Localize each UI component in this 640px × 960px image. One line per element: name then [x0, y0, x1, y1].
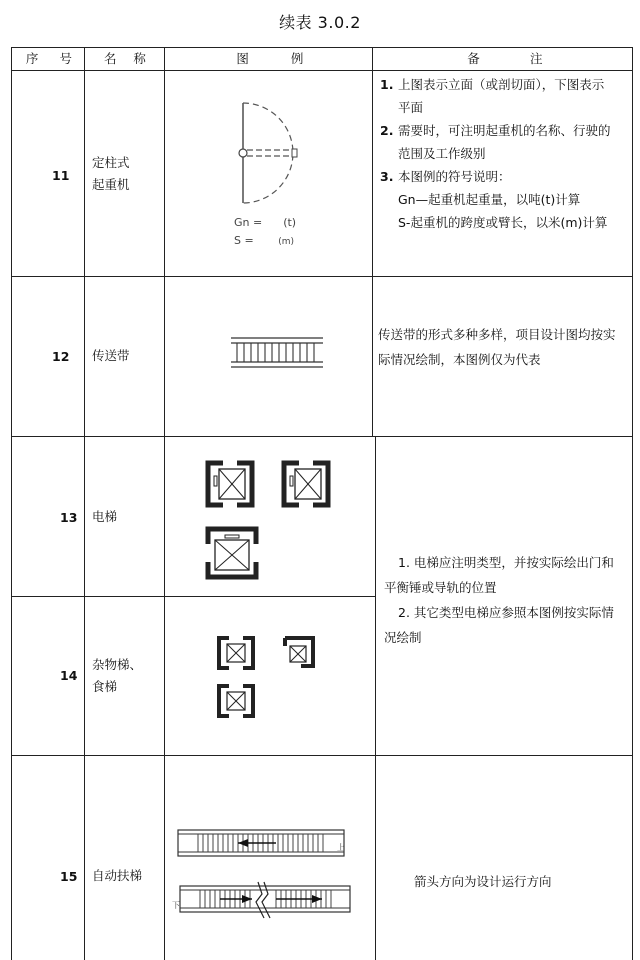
- row-number: 11: [52, 168, 70, 183]
- post-crane-symbol: [228, 98, 308, 208]
- table-title: 续表 3.0.2: [279, 13, 361, 32]
- row-number: 13: [60, 510, 78, 525]
- conveyor-belt-symbol: [231, 336, 323, 370]
- escalator-down-label: 下: [172, 901, 180, 910]
- header-notes: 备 注: [467, 51, 543, 66]
- row-name: 电梯: [92, 509, 118, 524]
- header-name: 名 称: [103, 51, 147, 66]
- escalator-notes: 箭头方向为设计运行方向: [414, 874, 552, 889]
- dumbwaiter-symbol: [217, 684, 255, 718]
- elevator-symbol: [205, 526, 259, 580]
- escalator-up-label: 上: [337, 843, 345, 852]
- row-name: 定柱式 起重机: [92, 155, 130, 192]
- elevator-notes: 1. 电梯应注明类型，并按实际绘出门和 平衡锤或导轨的位置 2. 其它类型电梯应参照本图例按实际情 况绘制: [384, 555, 614, 645]
- crane-formula: Gn = (t) S = (m): [234, 216, 297, 247]
- dumbwaiter-symbol: [283, 636, 315, 668]
- row-name: 传送带: [92, 348, 130, 363]
- crane-notes: 1. 上图表示立面（或剖切面），下图表示 平面 2. 需要时，可注明起重机的名称、行驶的 范围及工作级别 3. 本图例的符号说明： Gn—起重机起重量，以吨(t)计算 S-起重机的跨度或臂长，以米(m)计算: [380, 77, 611, 230]
- conveyor-notes: 传送带的形式多种多样，项目设计图均按实 际情况绘制，本图例仅为代表: [378, 327, 616, 367]
- header-no: 序 号: [25, 51, 73, 66]
- escalator-symbol: [176, 826, 356, 860]
- header-legend: 图 例: [236, 51, 304, 66]
- elevator-symbol: [281, 460, 331, 508]
- row-name: 自动扶梯: [92, 868, 143, 883]
- row-number: 14: [60, 668, 78, 683]
- escalator-symbol: [172, 880, 356, 920]
- row-name: 杂物梯、 食梯: [92, 657, 143, 694]
- row-number: 15: [60, 869, 78, 884]
- dumbwaiter-symbol: [217, 636, 255, 670]
- row-number: 12: [52, 349, 70, 364]
- elevator-symbol: [205, 460, 255, 508]
